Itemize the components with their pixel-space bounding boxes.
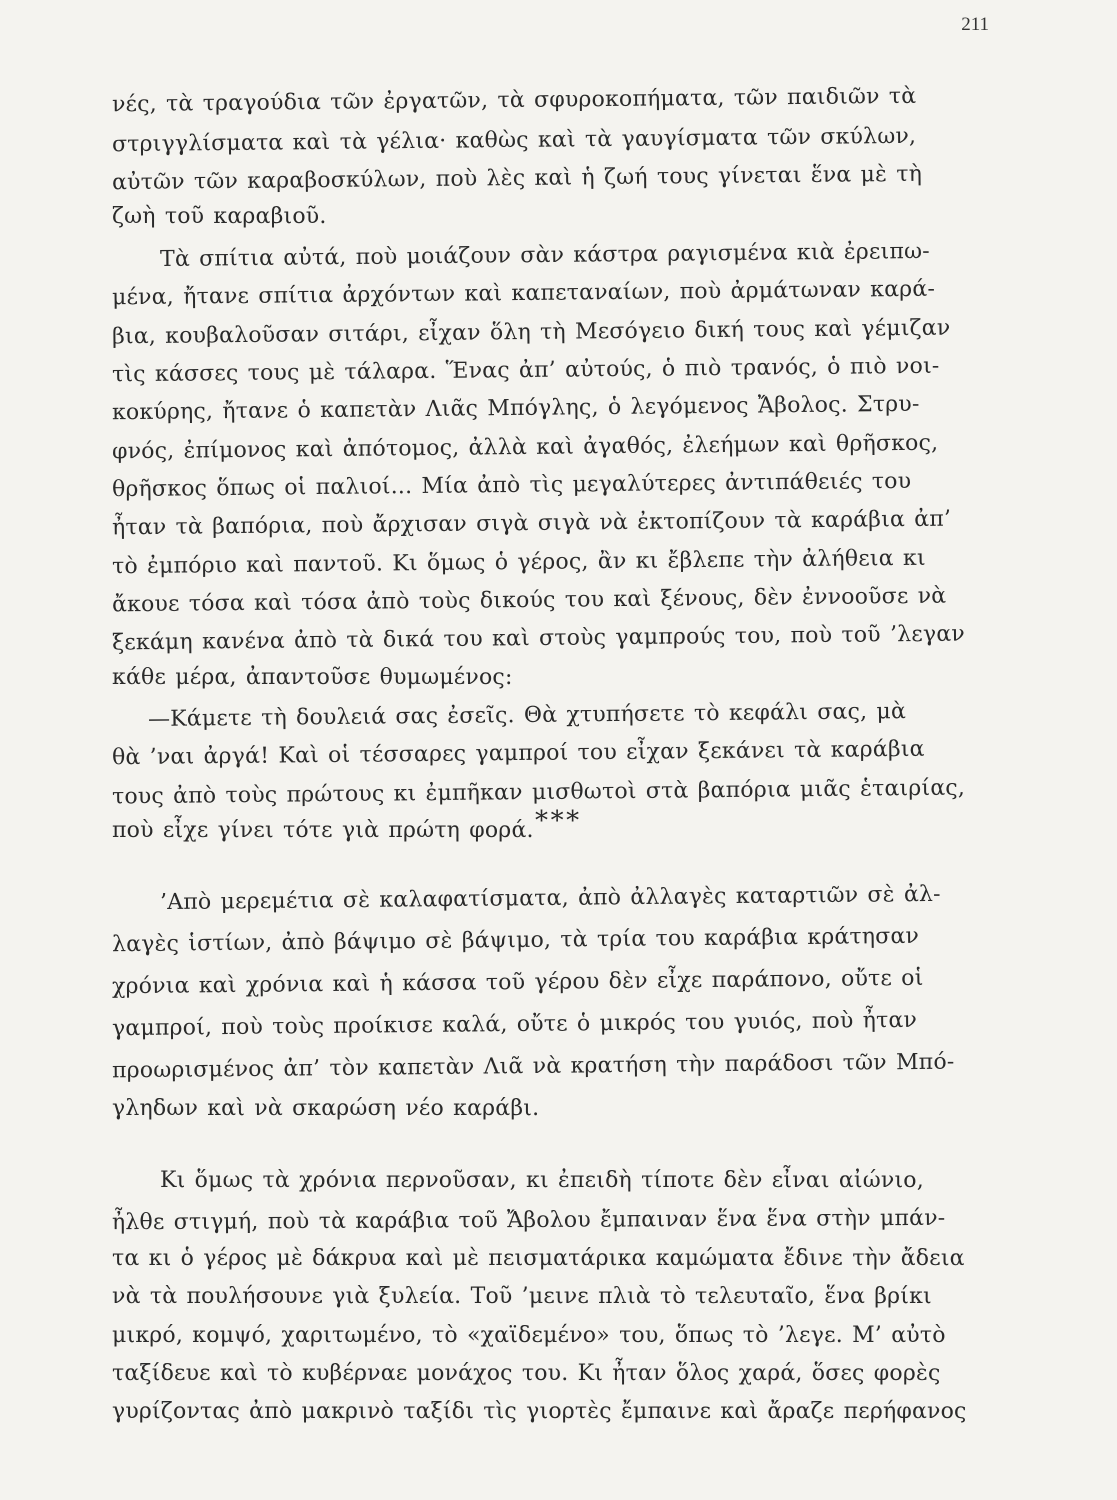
text-line: κάθε μέρα, ἀπαντοῦσε θυμωμένος: [112, 665, 513, 690]
text-line: τους ἀπὸ τοὺς πρώτους κι ἐμπῆκαν μισθωτοὶ στὰ βαπόρια μιᾶς ἑταιρίας, [111, 775, 966, 810]
text-line: —Κάμετε τὴ δουλειά σας ἐσεῖς. Θὰ χτυπήσετε τὸ κεφάλι σας, μὰ [147, 699, 907, 732]
text-line: τὸ ἐμπόριο καὶ παντοῦ. Κι ὅμως ὁ γέρος, ἂν κι ἔβλεπε τὴν ἀλήθεια κι [111, 545, 926, 580]
text-line: ’Απὸ μερεμέτια σὲ καλαφατίσματα, ἀπὸ ἀλλαγὲς καταρτιῶν σὲ ἀλ- [159, 881, 941, 916]
text-line: ζωὴ τοῦ καραβιοῦ. [112, 204, 327, 229]
text-line: ἦταν τὰ βαπόρια, ποὺ ἄρχισαν σιγὰ σιγὰ νὰ ἐκτοπίζουν τὰ καράβια ἀπ’ [111, 506, 952, 541]
text-line: γυρίζοντας ἀπὸ μακρινὸ ταξίδι τὶς γιορτὲς ἔμπαινε καὶ ἄραζε περήφανος [112, 1399, 967, 1424]
text-line: ταξίδευε καὶ τὸ κυβέρναε μονάχος του. Κι ἦταν ὅλος χαρά, ὅσες φορὲς [112, 1361, 941, 1386]
text-line: αὐτῶν τῶν καραβοσκύλων, ποὺ λὲς καὶ ἡ ζωή τους γίνεται ἕνα μὲ τὴ [111, 161, 923, 196]
text-line: θρῆσκος ὅπως οἱ παλιοί... Μία ἀπὸ τὶς μεγαλύτερες ἀντιπάθειές του [111, 468, 912, 503]
text-line: τα κι ὁ γέρος μὲ δάκρυα καὶ μὲ πεισματάρικα καμώματα ἔδινε τὴν ἄδεια [112, 1246, 965, 1271]
text-line: τὶς κάσσες τους μὲ τάλαρα. Ἕνας ἀπ’ αὐτούς, ὁ πιὸ τρανός, ὁ πιὸ νοι- [111, 353, 940, 388]
text-line: στριγγλίσματα καὶ τὰ γέλια· καθὼς καὶ τὰ γαυγίσματα τῶν σκύλων, [111, 123, 917, 158]
text-line: θὰ ’ναι ἀργά! Καὶ οἱ τέσσαρες γαμπροί του εἶχαν ξεκάνει τὰ καράβια [111, 736, 925, 771]
page-number: 211 [961, 14, 989, 35]
text-line: νὰ τὰ πουλήσουνε γιὰ ξυλεία. Τοῦ ’μεινε πλιὰ τὸ τελευταῖο, ἕνα βρίκι [112, 1284, 932, 1309]
text-line: χρόνια καὶ χρόνια καὶ ἡ κάσσα τοῦ γέρου δὲν εἶχε παράπονο, οὔτε οἱ [111, 965, 924, 1000]
text-line: νές, τὰ τραγούδια τῶν ἐργατῶν, τὰ σφυροκοπήματα, τῶν παιδιῶν τὰ [111, 83, 917, 118]
text-line: ξεκάμη κανένα ἀπὸ τὰ δικά του καὶ στοὺς γαμπρούς του, ποὺ τοῦ ’λεγαν [111, 621, 966, 656]
text-line: ἦλθε στιγμή, ποὺ τὰ καράβια τοῦ Ἄβολου ἔμπαιναν ἕνα ἕνα στὴν μπάν- [111, 1205, 946, 1236]
text-line: κοκύρης, ἤτανε ὁ καπετὰν Λιᾶς Μπόγλης, ὁ λεγόμενος Ἄβολος. Στρυ- [111, 391, 920, 426]
text-line: λαγὲς ἱστίων, ἀπὸ βάψιμο σὲ βάψιμο, τὰ τρία του καράβια κράτησαν [111, 923, 920, 958]
text-line: Τὰ σπίτια αὐτά, ποὺ μοιάζουν σὰν κάστρα ραγισμένα κιὰ ἐρειπω- [159, 238, 930, 273]
text-line: προωρισμένος ἀπ’ τὸν καπετὰν Λιᾶ νὰ κρατήση τὴν παράδοσι τῶν Μπό- [111, 1049, 955, 1084]
text-line: γαμπροί, ποὺ τοὺς προίκισε καλά, οὔτε ὁ μικρός του γυιός, ποὺ ἦταν [111, 1007, 918, 1042]
text-line: βια, κουβαλοῦσαν σιτάρι, εἶχαν ὅλη τὴ Μεσόγειο δική τους καὶ γέμιζαν [111, 315, 951, 350]
text-line: γληδων καὶ νὰ σκαρώση νέο καράβι. [112, 1096, 540, 1121]
text-line: μένα, ἤτανε σπίτια ἀρχόντων καὶ καπεταναίων, ποὺ ἀρμάτωναν καρά- [111, 276, 936, 311]
section-separator: * * * [535, 806, 580, 836]
text-line: ἄκουε τόσα καὶ τόσα ἀπὸ τοὺς δικούς του καὶ ξένους, δὲν ἐννοοῦσε νὰ [111, 583, 947, 618]
text-line: φνός, ἐπίμονος καὶ ἀπότομος, ἀλλὰ καὶ ἀγαθός, ἐλεήμων καὶ θρῆσκος, [111, 430, 939, 465]
text-line: Κι ὅμως τὰ χρόνια περνοῦσαν, κι ἐπειδὴ τίποτε δὲν εἶναι αἰώνιο, [160, 1168, 924, 1193]
text-line: ποὺ εἶχε γίνει τότε γιὰ πρώτη φορά. [112, 818, 534, 843]
text-line: μικρό, κομψό, χαριτωμένο, τὸ «χαϊδεμένο» του, ὅπως τὸ ’λεγε. Μ’ αὐτὸ [112, 1323, 946, 1348]
